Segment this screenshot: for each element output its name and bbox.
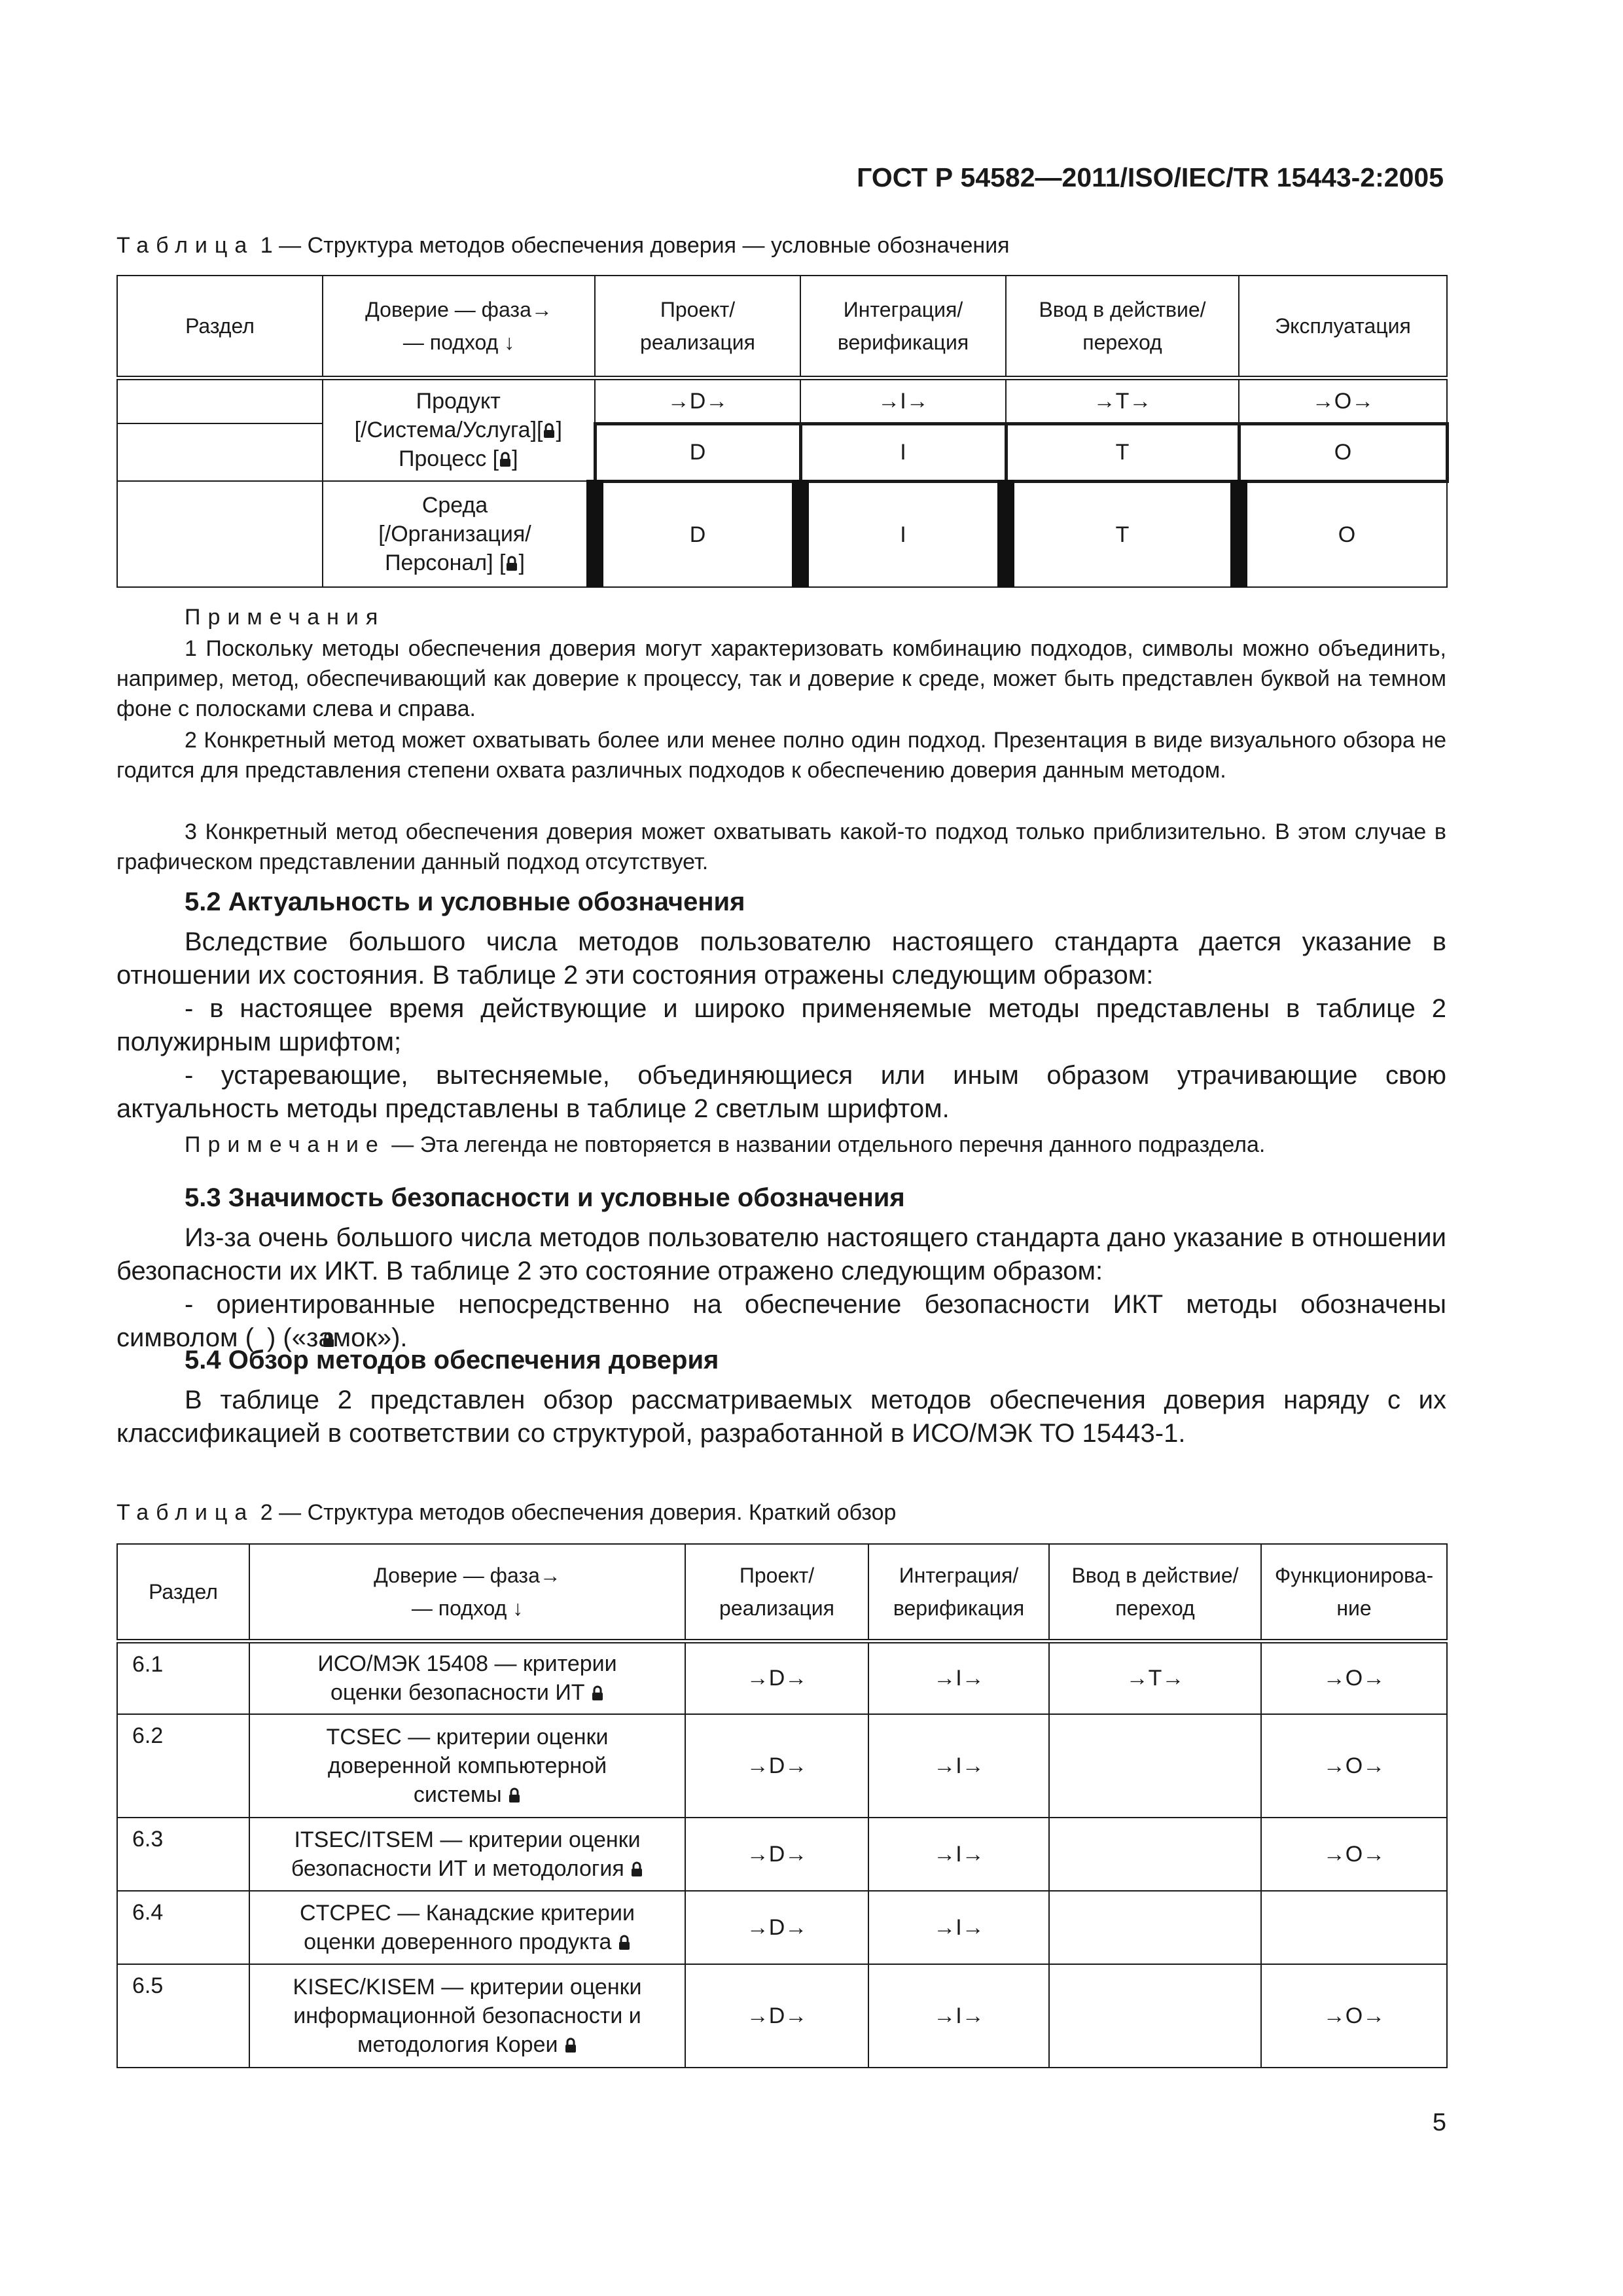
note-2: 2 Конкретный метод может охватывать более или менее полно один подход. Презентация в виде визуального обзора не годится для представления степени охвата различных подходов к обеспечению доверия данным методом. [116, 728, 1446, 783]
table1-arrow-d: →D→ [595, 378, 800, 423]
cell-operation [1261, 1891, 1447, 1964]
cell-deployment [1049, 1964, 1261, 2068]
table1-caption-lead: Таблица [116, 233, 255, 258]
table1-environment-label: Среда [/Организация/ Персонал] [ ] [323, 481, 595, 587]
table-row [117, 1891, 1447, 1964]
table1 [116, 275, 1449, 588]
table2-header-assurance: Доверие — фаза→ — подход ↓ [249, 1544, 685, 1641]
section-5-3-text: Из-за очень большого числа методов пользователю настоящего стандарта дано указание в отношении безопасности их ИКТ. В таблице 2 это состояние отражено следующим образом: - ориентированные непосредственно на обеспечение безопасности ИКТ методы обозначены символом ( ) («замок»). [116, 1223, 1446, 1352]
cell-deployment [1049, 1891, 1261, 1964]
row-number: 6.4 [117, 1891, 249, 1964]
table1-env-o: O [1239, 481, 1447, 587]
table1-arrow-i: →I→ [800, 378, 1006, 423]
lock-icon [618, 1929, 631, 1945]
section-5-4-text: В таблице 2 представлен обзор рассматриваемых методов обеспечения доверия наряду с их классификацией в соответствии со структурой, разработанной в ИСО/МЭК ТО 15443-1. [116, 1386, 1446, 1448]
cell-operation: →O→ [1261, 1964, 1447, 2068]
cell-integration: →I→ [868, 1891, 1049, 1964]
table1-product-label: Продукт [/Система/Услуга][ ] Процесс [ ] [323, 378, 595, 481]
table1-process-d: D [595, 423, 800, 481]
lock-icon [254, 1323, 267, 1338]
section-5-3-heading: 5.3 Значимость безопасности и условные обозначения [185, 1183, 905, 1212]
cell-integration: →I→ [868, 1964, 1049, 2068]
table1-env-t: T [1006, 481, 1239, 587]
cell-deployment: →T→ [1049, 1641, 1261, 1714]
table2-caption [116, 1500, 896, 1526]
document-header: ГОСТ Р 54582—2011/ISO/IEC/TR 15443-2:2005 [857, 162, 1444, 192]
table1-process-i: I [800, 423, 1006, 481]
cell-design: →D→ [685, 1818, 868, 1891]
table1-caption-text: 1 — Структура методов обеспечения доверия — условные обозначения [260, 233, 1010, 258]
row-number: 6.5 [117, 1964, 249, 2068]
row-number: 6.2 [117, 1714, 249, 1818]
table2-caption-lead: Таблица [116, 1500, 255, 1525]
lock-icon [543, 417, 556, 433]
table-row [117, 1964, 1447, 2068]
table1-cell-empty [117, 423, 323, 481]
table1-process-o: O [1239, 423, 1447, 481]
table2-caption-text: 2 — Структура методов обеспечения доверия. Краткий обзор [260, 1500, 897, 1525]
page-number: 5 [1432, 2109, 1446, 2136]
table1-cell-empty [117, 481, 323, 587]
table1-env-i: I [800, 481, 1006, 587]
section-5-2-heading: 5.2 Актуальность и условные обозначения [185, 888, 745, 916]
notes-title: Примечания [185, 605, 385, 630]
table1-header-section: Раздел [117, 276, 323, 378]
lock-icon [564, 2032, 577, 2047]
lock-icon [505, 550, 518, 565]
lock-icon [630, 1856, 643, 1871]
lock-icon [499, 446, 512, 461]
cell-integration: →I→ [868, 1641, 1049, 1714]
table2-header-deployment: Ввод в действие/ переход [1049, 1544, 1261, 1641]
lock-icon [508, 1782, 521, 1797]
section-5-2-note: Примечание — Эта легенда не повторяется в названии отдельного перечня данного подраздела. [185, 1132, 1266, 1157]
table1-header-operation: Эксплуатация [1239, 276, 1447, 378]
table2-header-design: Проект/ реализация [685, 1544, 868, 1641]
cell-design: →D→ [685, 1641, 868, 1714]
cell-operation: →O→ [1261, 1714, 1447, 1818]
note-1: 1 Поскольку методы обеспечения доверия могут характеризовать комбинацию подходов, символы можно объединить, например, метод, обеспечивающий как доверие к процессу, так и доверие к среде, может быть представлен буквой на темном фоне с полосками слева и справа. [116, 636, 1446, 721]
table-row [117, 1641, 1447, 1714]
section-5-4-heading: 5.4 Обзор методов обеспечения доверия [185, 1346, 719, 1374]
row-number: 6.3 [117, 1818, 249, 1891]
note-3: 3 Конкретный метод обеспечения доверия может охватывать какой-то подход только приблизительно. В этом случае в графическом представлении данный подход отсутствует. [116, 819, 1446, 874]
cell-design: →D→ [685, 1964, 868, 2068]
method-name: KISEC/KISEM — критерии оценки информационной безопасности и методология Кореи [249, 1964, 685, 2068]
table1-header-integration: Интеграция/ верификация [800, 276, 1006, 378]
cell-design: →D→ [685, 1891, 868, 1964]
table1-header-deployment: Ввод в действие/ переход [1006, 276, 1239, 378]
table2-header-operation: Функционирова- ние [1261, 1544, 1447, 1641]
table-row [117, 1714, 1447, 1818]
table-row [117, 1818, 1447, 1891]
method-name: CTCPEC — Канадские критерии оценки доверенного продукта [249, 1891, 685, 1964]
cell-deployment [1049, 1714, 1261, 1818]
cell-operation: →O→ [1261, 1818, 1447, 1891]
row-number: 6.1 [117, 1641, 249, 1714]
method-name: TCSEC — критерии оценки доверенной компьютерной системы [249, 1714, 685, 1818]
table1-caption [116, 233, 1010, 259]
table2-header-integration: Интеграция/ верификация [868, 1544, 1049, 1641]
cell-integration: →I→ [868, 1818, 1049, 1891]
table2-header-section: Раздел [117, 1544, 249, 1641]
table1-header-assurance: Доверие — фаза→ — подход ↓ [323, 276, 595, 378]
cell-integration: →I→ [868, 1714, 1049, 1818]
lock-icon [591, 1679, 604, 1695]
table1-arrow-t: →T→ [1006, 378, 1239, 423]
cell-design: →D→ [685, 1714, 868, 1818]
table1-process-t: T [1006, 423, 1239, 481]
table1-cell-empty [117, 378, 323, 423]
cell-operation: →O→ [1261, 1641, 1447, 1714]
table1-env-d: D [595, 481, 800, 587]
cell-deployment [1049, 1818, 1261, 1891]
table1-header-design: Проект/ реализация [595, 276, 800, 378]
method-name: ITSEC/ITSEM — критерии оценки безопасности ИТ и методология [249, 1818, 685, 1891]
section-5-2-text: Вследствие большого числа методов пользователю настоящего стандарта дается указание в отношении их состояния. В таблице 2 эти состояния отражены следующим образом: - в настоящее время действующие и широко применяемые методы представлены в таблице 2 полужирным шрифтом; - устаревающие, вытесняемые, объединяющиеся или иным образом утрачивающие свою актуальность методы представлены в таблице 2 светлым шрифтом. [116, 927, 1446, 1123]
table2 [116, 1543, 1448, 2068]
table1-arrow-o: →O→ [1239, 378, 1447, 423]
method-name: ИСО/МЭК 15408 — критерии оценки безопасности ИТ [249, 1641, 685, 1714]
